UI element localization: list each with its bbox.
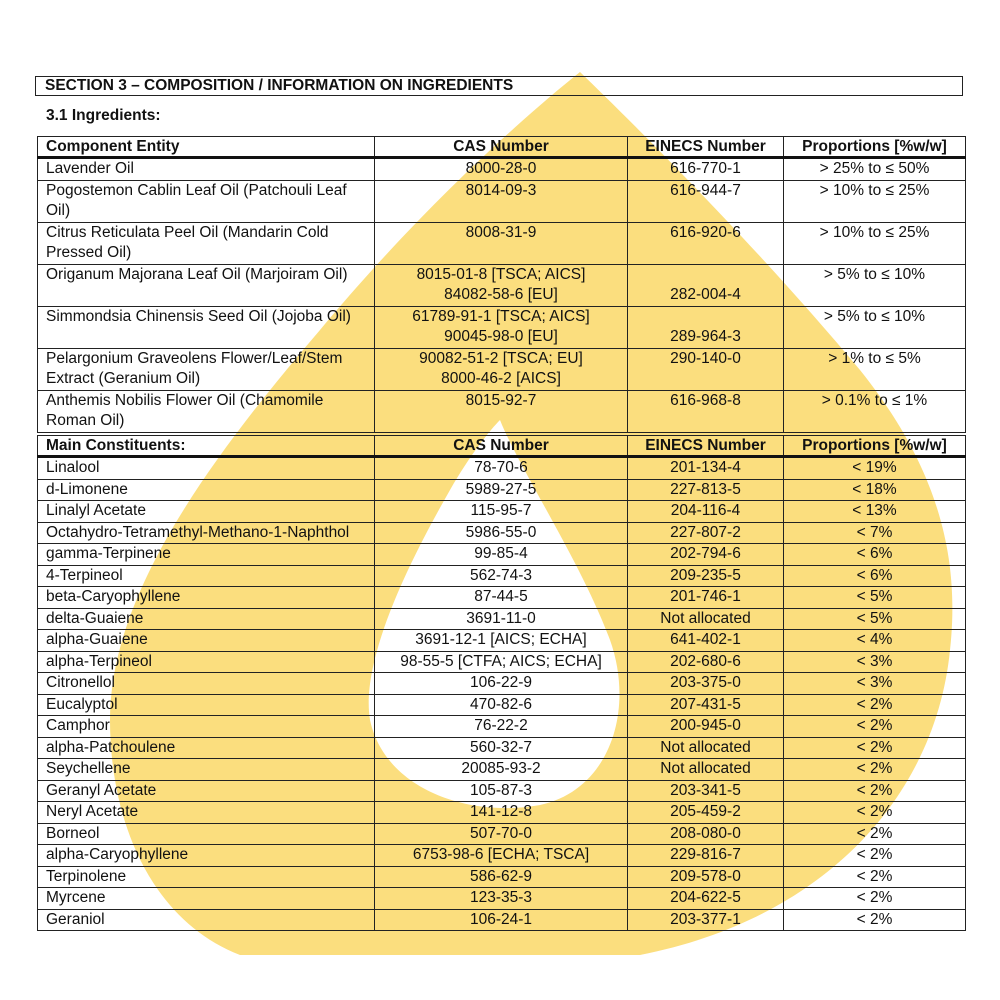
table-row — [38, 180, 966, 222]
table-row — [38, 888, 966, 910]
proportion: < 7% — [784, 522, 966, 544]
constituent-name: Geranyl Acetate — [38, 780, 375, 802]
cas-number: 470-82-6 — [375, 694, 628, 716]
proportion: < 18% — [784, 479, 966, 501]
cas-number: 3691-12-1 [AICS; ECHA] — [375, 630, 628, 652]
proportion: < 5% — [784, 608, 966, 630]
table-row — [38, 866, 966, 888]
cas-number: 586-62-9 — [375, 866, 628, 888]
cas-number — [375, 348, 628, 390]
einecs-number: 204-116-4 — [628, 501, 784, 523]
component-name: Citrus Reticulata Peel Oil (Mandarin Cold Pressed Oil) — [38, 222, 375, 264]
cas-number: 105-87-3 — [375, 780, 628, 802]
proportion: < 2% — [784, 694, 966, 716]
cas-number: 20085-93-2 — [375, 759, 628, 781]
table-row — [38, 390, 966, 432]
constituent-name: alpha-Caryophyllene — [38, 845, 375, 867]
table-row — [38, 737, 966, 759]
cas-number-line: 8015-01-8 [TSCA; AICS] — [416, 265, 586, 283]
einecs-number: 616-770-1 — [628, 158, 784, 181]
component-name: Pogostemon Cablin Leaf Oil (Patchouli Leaf Oil) — [38, 180, 375, 222]
cas-number: 8000-28-0 — [375, 158, 628, 181]
cas-number-line: 8000-46-2 [AICS] — [441, 370, 561, 387]
cas-number: 3691-11-0 — [375, 608, 628, 630]
einecs-number: 201-746-1 — [628, 587, 784, 609]
einecs-number: 203-377-1 — [628, 909, 784, 931]
section-title: SECTION 3 – COMPOSITION / INFORMATION ON INGREDIENTS — [35, 76, 963, 96]
column-header: Proportions [%w/w] — [784, 137, 966, 158]
cas-number: 8014-09-3 — [375, 180, 628, 222]
subsection-heading: 3.1 Ingredients: — [46, 107, 161, 124]
proportion: < 4% — [784, 630, 966, 652]
component-name: Lavender Oil — [38, 158, 375, 181]
table-row — [38, 348, 966, 390]
proportion: < 6% — [784, 565, 966, 587]
proportion: < 2% — [784, 716, 966, 738]
constituent-name: Myrcene — [38, 888, 375, 910]
constituent-name: d-Limonene — [38, 479, 375, 501]
cas-number: 5986-55-0 — [375, 522, 628, 544]
einecs-number: 208-080-0 — [628, 823, 784, 845]
constituent-name: Terpinolene — [38, 866, 375, 888]
table-row — [38, 222, 966, 264]
einecs-number: 200-945-0 — [628, 716, 784, 738]
constituent-name: alpha-Terpineol — [38, 651, 375, 673]
constituent-name: Borneol — [38, 823, 375, 845]
table-row — [38, 780, 966, 802]
einecs-number: 202-680-6 — [628, 651, 784, 673]
cas-number-line: 84082-58-6 [EU] — [444, 286, 558, 303]
einecs-number: Not allocated — [628, 608, 784, 630]
einecs-number: 209-578-0 — [628, 866, 784, 888]
column-header: Proportions [%w/w] — [784, 436, 966, 457]
proportion: > 5% to ≤ 10% — [784, 306, 966, 348]
proportion: > 0.1% to ≤ 1% — [784, 390, 966, 432]
table-row — [38, 565, 966, 587]
cas-number: 115-95-7 — [375, 501, 628, 523]
cas-number — [375, 306, 628, 348]
table-row — [38, 909, 966, 931]
component-name: Pelargonium Graveolens Flower/Leaf/Stem Extract (Geranium Oil) — [38, 348, 375, 390]
proportion: < 19% — [784, 457, 966, 480]
cas-number: 5989-27-5 — [375, 479, 628, 501]
einecs-number: 209-235-5 — [628, 565, 784, 587]
cas-number: 98-55-5 [CTFA; AICS; ECHA] — [375, 651, 628, 673]
cas-number: 8015-92-7 — [375, 390, 628, 432]
proportion: < 2% — [784, 866, 966, 888]
proportion: < 6% — [784, 544, 966, 566]
einecs-number: 290-140-0 — [628, 348, 784, 390]
table-row — [38, 457, 966, 480]
cas-number-line: 61789-91-1 [TSCA; AICS] — [412, 307, 590, 325]
einecs-number: 205-459-2 — [628, 802, 784, 824]
einecs-number: 203-341-5 — [628, 780, 784, 802]
einecs-number: 202-794-6 — [628, 544, 784, 566]
proportion: > 10% to ≤ 25% — [784, 180, 966, 222]
einecs-number: Not allocated — [628, 737, 784, 759]
einecs-number: 201-134-4 — [628, 457, 784, 480]
cas-number: 78-70-6 — [375, 457, 628, 480]
table-row — [38, 802, 966, 824]
column-header: Main Constituents: — [38, 436, 375, 457]
proportion: < 2% — [784, 780, 966, 802]
column-header: CAS Number — [375, 436, 628, 457]
table-row — [38, 544, 966, 566]
proportion: < 3% — [784, 651, 966, 673]
cas-number: 8008-31-9 — [375, 222, 628, 264]
einecs-number: 207-431-5 — [628, 694, 784, 716]
einecs-number: 616-920-6 — [628, 222, 784, 264]
column-header: CAS Number — [375, 137, 628, 158]
table-row — [38, 716, 966, 738]
constituent-name: Linalool — [38, 457, 375, 480]
proportion: < 2% — [784, 759, 966, 781]
cas-number: 562-74-3 — [375, 565, 628, 587]
cas-number: 76-22-2 — [375, 716, 628, 738]
constituent-name: gamma-Terpinene — [38, 544, 375, 566]
table-row — [38, 673, 966, 695]
cas-number: 87-44-5 — [375, 587, 628, 609]
proportion: < 5% — [784, 587, 966, 609]
proportion: > 10% to ≤ 25% — [784, 222, 966, 264]
einecs-number: 641-402-1 — [628, 630, 784, 652]
constituent-name: 4-Terpineol — [38, 565, 375, 587]
proportion: < 2% — [784, 888, 966, 910]
table-row — [38, 630, 966, 652]
constituent-name: alpha-Guaiene — [38, 630, 375, 652]
component-name: Simmondsia Chinensis Seed Oil (Jojoba Oil) — [38, 306, 375, 348]
proportion: > 1% to ≤ 5% — [784, 348, 966, 390]
table-row — [38, 587, 966, 609]
column-header: EINECS Number — [628, 436, 784, 457]
table-row — [38, 694, 966, 716]
constituent-name: Camphor — [38, 716, 375, 738]
cas-number: 106-22-9 — [375, 673, 628, 695]
constituent-name: Octahydro-Tetramethyl-Methano-1-Naphthol — [38, 522, 375, 544]
constituent-name: Geraniol — [38, 909, 375, 931]
constituent-name: Neryl Acetate — [38, 802, 375, 824]
einecs-number: 282-004-4 — [628, 264, 784, 306]
proportion: < 13% — [784, 501, 966, 523]
cas-number: 560-32-7 — [375, 737, 628, 759]
column-header: EINECS Number — [628, 137, 784, 158]
cas-number: 507-70-0 — [375, 823, 628, 845]
cas-number-line: 90082-51-2 [TSCA; EU] — [419, 349, 583, 367]
table-row — [38, 158, 966, 181]
cas-number: 106-24-1 — [375, 909, 628, 931]
cas-number: 99-85-4 — [375, 544, 628, 566]
table-row — [38, 264, 966, 306]
einecs-number: 227-807-2 — [628, 522, 784, 544]
einecs-number: 203-375-0 — [628, 673, 784, 695]
cas-number — [375, 264, 628, 306]
constituent-name: delta-Guaiene — [38, 608, 375, 630]
einecs-number: 229-816-7 — [628, 845, 784, 867]
einecs-number: 616-944-7 — [628, 180, 784, 222]
proportion: < 2% — [784, 823, 966, 845]
table-row — [38, 306, 966, 348]
constituent-name: Seychellene — [38, 759, 375, 781]
table-row — [38, 522, 966, 544]
cas-number: 141-12-8 — [375, 802, 628, 824]
table-row — [38, 479, 966, 501]
table-row — [38, 759, 966, 781]
constituent-name: beta-Caryophyllene — [38, 587, 375, 609]
einecs-number: 204-622-5 — [628, 888, 784, 910]
table-header-row — [38, 137, 966, 158]
proportion: < 2% — [784, 802, 966, 824]
proportion: < 3% — [784, 673, 966, 695]
cas-number-line: 90045-98-0 [EU] — [444, 328, 558, 345]
proportion: > 25% to ≤ 50% — [784, 158, 966, 181]
column-header: Component Entity — [38, 137, 375, 158]
constituent-name: alpha-Patchoulene — [38, 737, 375, 759]
proportion: < 2% — [784, 737, 966, 759]
ingredients-table — [37, 136, 966, 433]
table-row — [38, 501, 966, 523]
table-row — [38, 823, 966, 845]
component-name: Origanum Majorana Leaf Oil (Marjoiram Oil) — [38, 264, 375, 306]
cas-number: 6753-98-6 [ECHA; TSCA] — [375, 845, 628, 867]
proportion: < 2% — [784, 845, 966, 867]
einecs-number: Not allocated — [628, 759, 784, 781]
table-header-row — [38, 436, 966, 457]
proportion: > 5% to ≤ 10% — [784, 264, 966, 306]
einecs-number: 289-964-3 — [628, 306, 784, 348]
constituent-name: Eucalyptol — [38, 694, 375, 716]
constituents-table — [37, 435, 966, 931]
einecs-number: 227-813-5 — [628, 479, 784, 501]
constituent-name: Linalyl Acetate — [38, 501, 375, 523]
component-name: Anthemis Nobilis Flower Oil (Chamomile Roman Oil) — [38, 390, 375, 432]
cas-number: 123-35-3 — [375, 888, 628, 910]
constituent-name: Citronellol — [38, 673, 375, 695]
einecs-number: 616-968-8 — [628, 390, 784, 432]
proportion: < 2% — [784, 909, 966, 931]
table-row — [38, 651, 966, 673]
table-row — [38, 845, 966, 867]
table-row — [38, 608, 966, 630]
